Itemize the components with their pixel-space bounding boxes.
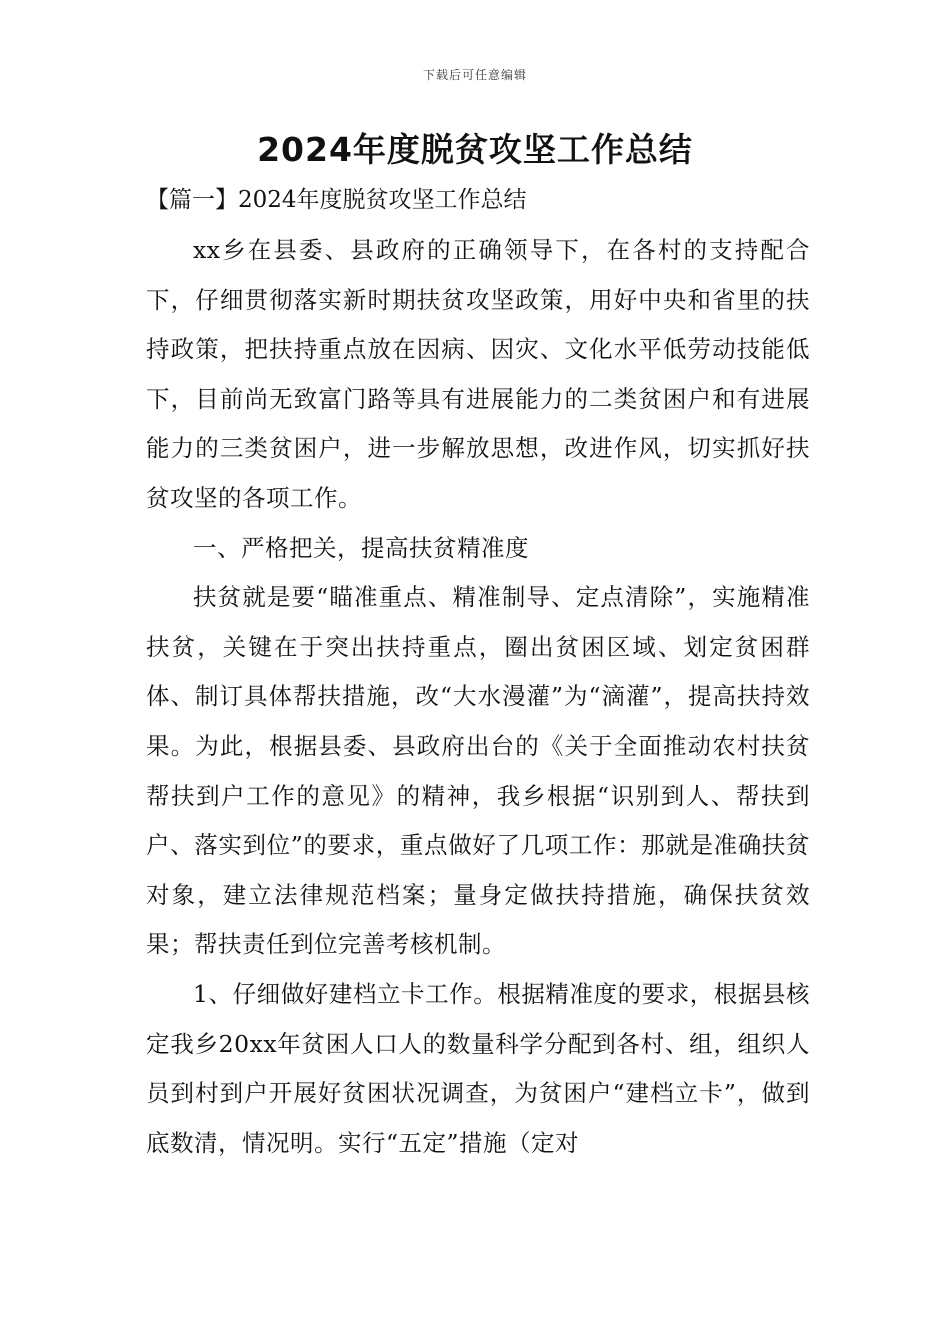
- paragraph-filing-cards: 1、仔细做好建档立卡工作。根据精准度的要求，根据县核定我乡20xx年贫困人口人的数量科学分配到各村、组，组织人员到村到户开展好贫困状况调查，为贫困户“建档立卡”，做到底数清，情况明。实行“五定”措施（定对: [146, 979, 810, 1157]
- document-body: [146, 226, 810, 1168]
- paragraph-intro: xx乡在县委、县政府的正确领导下，在各村的支持配合下，仔细贯彻落实新时期扶贫攻坚政策，用好中央和省里的扶持政策，把扶持重点放在因病、因灾、文化水平低劳动技能低下，目前尚无致富门路等具有进展能力的二类贫困户和有进展能力的三类贫困户，进一步解放思想，改进作风，切实抓好扶贫攻坚的各项工作。: [146, 236, 810, 512]
- document-title: 2024年度脱贫攻坚工作总结: [257, 130, 693, 169]
- paragraph-subheading-one: 一、严格把关，提高扶贫精准度: [193, 533, 529, 562]
- section-heading: 【篇一】2024年度脱贫攻坚工作总结: [146, 187, 527, 213]
- header-note: 下载后可任意编辑: [422, 68, 527, 82]
- paragraph-precision-poverty: 扶贫就是要“瞄准重点、精准制导、定点清除”，实施精准扶贫，关键在于突出扶持重点，圈出贫困区域、划定贫困群体、制订具体帮扶措施，改“大水漫灌”为“滴灌”，提高扶持效果。为此，根据县委、县政府出台的《关于全面推动农村扶贫帮扶到户工作的意见》的精神，我乡根据“识别到人、帮扶到户、落实到位”的要求，重点做好了几项工作：那就是准确扶贫对象，建立法律规范档案；量身定做扶持措施，确保扶贫效果；帮扶责任到位完善考核机制。: [146, 583, 810, 959]
